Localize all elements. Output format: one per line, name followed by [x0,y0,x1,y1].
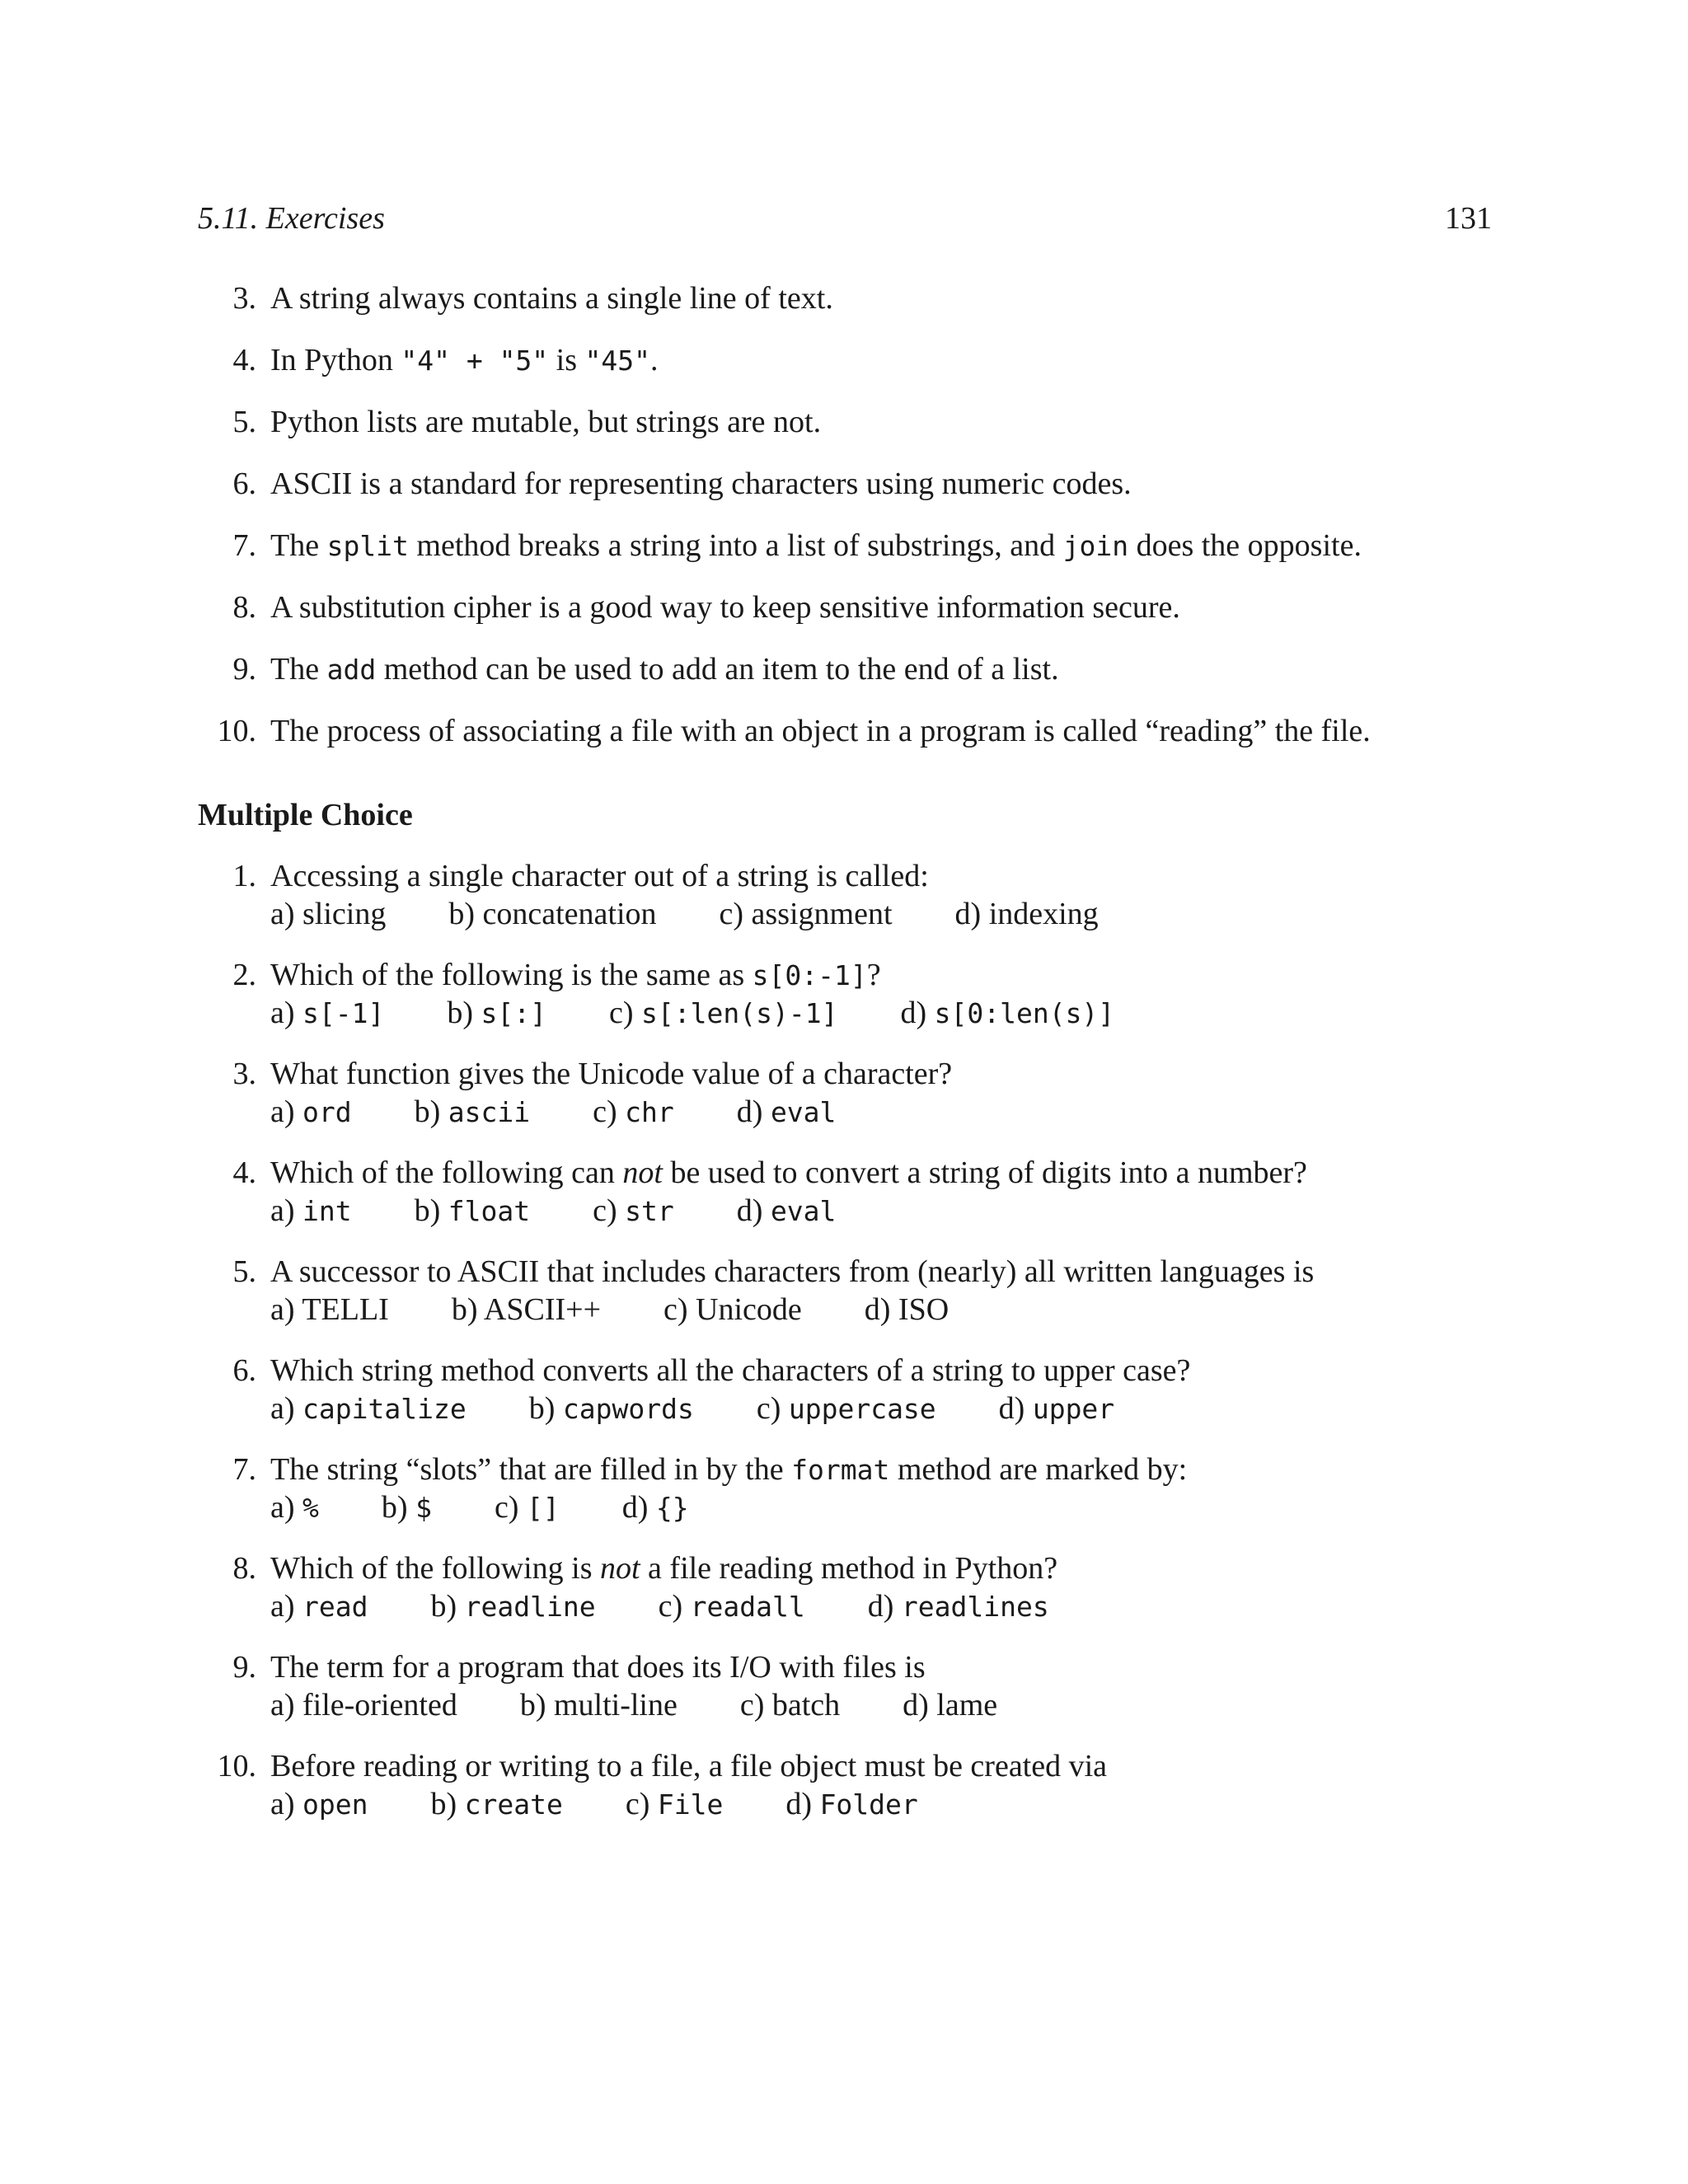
multiple-choice-list [198,857,1517,1846]
text-span: c) [593,1193,626,1228]
text-span: d) [867,1589,902,1624]
answer-option [999,1390,1115,1428]
answer-option [609,994,837,1033]
answer-option [270,1587,368,1626]
text-span: Accessing a single character out of a string is called: [270,859,929,893]
text-span: The string “slots” that are filled in by the [270,1452,792,1487]
answer-option [415,1093,531,1132]
text-span: b) multi-line [519,1688,678,1722]
code-span: "4" + "5" [401,344,549,377]
answer-options [270,1785,981,1824]
code-span: eval [770,1096,837,1128]
code-span: s[0:len(s)] [934,997,1115,1029]
answer-option [448,895,656,933]
question-item [198,1352,1517,1431]
text-span: Which string method converts all the characters of a string to upper case? [270,1353,1191,1388]
code-span: float [448,1195,531,1227]
question-text [270,1154,1307,1192]
text-span: a) [270,1787,303,1821]
question-number: 10. [217,1749,256,1783]
question-item [198,1154,1517,1233]
code-span: ascii [448,1096,531,1128]
text-span: Which of the following can [270,1155,623,1190]
code-span: chr [625,1096,674,1128]
answer-option [903,1686,997,1724]
text-span: c) batch [739,1688,841,1722]
list-item [198,526,1517,565]
text-span: c) [625,1787,658,1821]
text-span: d) ISO [864,1292,950,1327]
text-span: method breaks a string into a list of substrings, and [408,528,1063,563]
text-span: In Python [270,343,401,377]
text-span: Which of the following is [270,1551,600,1586]
text-span: d) indexing [954,897,1099,931]
item-number: 10. [217,714,256,748]
code-span: str [625,1195,674,1227]
text-span: The [270,652,327,687]
text-span: a) [270,1589,303,1624]
question-item [198,1747,1517,1826]
answer-option [431,1587,596,1626]
item-text [270,649,1059,690]
list-item [198,649,1517,689]
text-span: b) concatenation [448,897,657,931]
answer-option [955,895,1099,933]
true-false-list [198,279,1517,773]
list-item [198,464,1517,504]
answer-option [452,1291,601,1329]
answer-option [382,1488,432,1527]
emphasis-text: not [599,1551,640,1586]
text-span: b) [430,1787,465,1821]
question-text [270,1451,1187,1489]
item-text [270,402,821,442]
question-text [270,1253,1314,1291]
code-span: add [326,654,377,686]
code-span: s[0:-1] [752,959,867,991]
code-span: s[:] [481,997,547,1029]
question-text [270,1747,1107,1785]
item-text [270,526,1362,566]
list-item [198,588,1517,627]
code-span: format [791,1454,890,1486]
code-span: [] [526,1492,560,1524]
text-span: ? [866,958,881,992]
code-span: s[-1] [302,997,385,1029]
item-number: 3. [232,281,256,316]
text-span: d) [736,1094,771,1129]
list-item [198,340,1517,380]
item-number: 7. [232,528,256,563]
text-span: The term for a program that does its I/O with files is [270,1650,926,1685]
question-text [270,1352,1190,1390]
text-span: c) [756,1391,789,1426]
text-span: a) [270,996,303,1030]
text-span: ASCII is a standard for representing characters using numeric codes. [270,466,1132,501]
text-span: method can be used to add an item to the end of a list. [376,652,1059,687]
answer-option [270,1192,352,1230]
text-span: The [270,528,327,563]
answer-option [270,1390,467,1428]
question-text [270,1648,926,1686]
code-span: read [302,1591,368,1623]
code-span: ord [302,1096,352,1128]
text-span: c) assignment [719,897,893,931]
question-text [270,1549,1057,1587]
question-item [198,1549,1517,1629]
question-text [270,1055,952,1093]
answer-option [415,1192,531,1230]
answer-option [520,1686,678,1724]
text-span: a) slicing [270,897,387,931]
answer-option [720,895,893,933]
question-text [270,857,929,895]
text-span: b) [447,996,481,1030]
text-span: does the opposite. [1128,528,1362,563]
text-span: d) [736,1193,771,1228]
answer-options [270,1093,898,1132]
code-span: create [464,1788,563,1821]
text-span: c) [658,1589,691,1624]
text-span: a) [270,1490,303,1525]
text-span: method are marked by: [889,1452,1188,1487]
question-item [198,1055,1517,1134]
answer-option [593,1192,674,1230]
answer-option [740,1686,840,1724]
answer-option [626,1785,724,1824]
answer-option [431,1785,563,1824]
item-number: 5. [232,405,256,439]
text-span: . [650,343,659,377]
answer-option [495,1488,560,1527]
item-text [270,340,659,381]
question-text [270,956,881,995]
code-span: int [302,1195,352,1227]
answer-option [865,1291,949,1329]
text-span: b) [381,1490,416,1525]
code-span: readline [464,1591,596,1623]
item-number: 8. [232,590,256,625]
code-span: % [302,1492,319,1524]
text-span: b) [414,1094,448,1129]
section-title: 5.11. Exercises [198,201,385,236]
text-span: d) [998,1391,1033,1426]
answer-option [270,1686,457,1724]
text-span: b) [430,1589,465,1624]
answer-option [270,895,386,933]
question-number: 1. [232,859,256,893]
item-number: 4. [232,343,256,377]
answer-option [868,1587,1049,1626]
code-span: split [326,530,409,562]
answer-option [270,994,384,1033]
page-number: 131 [1445,201,1492,236]
code-span: capitalize [302,1393,467,1425]
answer-option [659,1587,805,1626]
text-span: d) lame [903,1688,998,1722]
question-number: 6. [232,1353,256,1388]
answer-options [270,994,1177,1033]
question-item [198,956,1517,1035]
question-number: 5. [232,1254,256,1289]
answer-option [270,1291,389,1329]
text-span: d) [621,1490,656,1525]
item-text [270,711,1371,751]
text-span: Python lists are mutable, but strings are not. [270,405,822,439]
text-span: Before reading or writing to a file, a file object must be created via [270,1749,1108,1783]
code-span: s[:len(s)-1] [641,997,838,1029]
code-span: readlines [901,1591,1049,1623]
code-span: readall [690,1591,805,1623]
code-span: "45" [584,344,651,377]
text-span: b) [528,1391,563,1426]
code-span: uppercase [788,1393,936,1425]
item-text [270,464,1132,504]
question-number: 4. [232,1155,256,1190]
code-span: join [1062,530,1129,562]
text-span: a) [270,1193,303,1228]
list-item [198,279,1517,318]
question-number: 3. [232,1057,256,1091]
text-span: a) file-oriented [270,1688,457,1722]
emphasis-text: not [622,1155,663,1190]
code-span: capwords [562,1393,694,1425]
item-text [270,279,833,318]
answer-option [737,1192,837,1230]
answer-option [757,1390,936,1428]
answer-option [663,1291,802,1329]
text-span: What function gives the Unicode value of a character? [270,1057,953,1091]
text-span: a file reading method in Python? [640,1551,1058,1586]
text-span: c) [494,1490,527,1525]
answer-option [270,1785,368,1824]
code-span: upper [1032,1393,1115,1425]
text-span: a) [270,1391,303,1426]
text-span: d) [785,1787,820,1821]
answer-option [737,1093,837,1132]
text-span: is [548,343,585,377]
code-span: {} [655,1492,689,1524]
answer-options [270,1587,1112,1626]
question-number: 7. [232,1452,256,1487]
text-span: b) ASCII++ [451,1292,601,1327]
answer-options [270,1291,1011,1329]
text-span: The process of associating a file with an object in a program is called “reading” the file. [270,714,1371,748]
answer-options [270,1390,1177,1428]
text-span: a) TELLI [270,1292,389,1327]
answer-option [270,1488,319,1527]
code-span: File [657,1788,724,1821]
text-span: A successor to ASCII that includes characters from (nearly) all written languages is [270,1254,1315,1289]
question-number: 9. [232,1650,256,1685]
list-item [198,402,1517,442]
code-span: $ [415,1492,432,1524]
text-span: A string always contains a single line of text. [270,281,833,316]
question-item [198,1253,1517,1332]
text-span: be used to convert a string of digits into a number? [662,1155,1307,1190]
answer-option [622,1488,689,1527]
question-number: 8. [232,1551,256,1586]
text-span: b) [414,1193,448,1228]
question-item [198,1451,1517,1530]
text-span: A substitution cipher is a good way to keep sensitive information secure. [270,590,1180,625]
list-item [198,711,1517,751]
code-span: open [302,1788,368,1821]
answer-options [270,1488,752,1527]
answer-option [270,1093,352,1132]
answer-options [270,1192,898,1230]
question-item [198,857,1517,936]
section-heading: Multiple Choice [198,798,413,832]
answer-option [900,994,1114,1033]
text-span: c) [593,1094,626,1129]
item-number: 6. [232,466,256,501]
text-span: d) [900,996,935,1030]
running-header [198,200,1492,241]
answer-option [785,1785,917,1824]
question-item [198,1648,1517,1727]
item-number: 9. [232,652,256,687]
answer-option [529,1390,694,1428]
answer-options [270,895,1161,933]
answer-option [593,1093,674,1132]
answer-option [447,994,546,1033]
answer-options [270,1686,1060,1724]
question-number: 2. [232,958,256,992]
item-text [270,588,1180,627]
text-span: c) [609,996,642,1030]
code-span: eval [770,1195,837,1227]
text-span: c) Unicode [663,1292,802,1327]
text-span: Which of the following is the same as [270,958,753,992]
text-span: a) [270,1094,303,1129]
code-span: Folder [819,1788,918,1821]
